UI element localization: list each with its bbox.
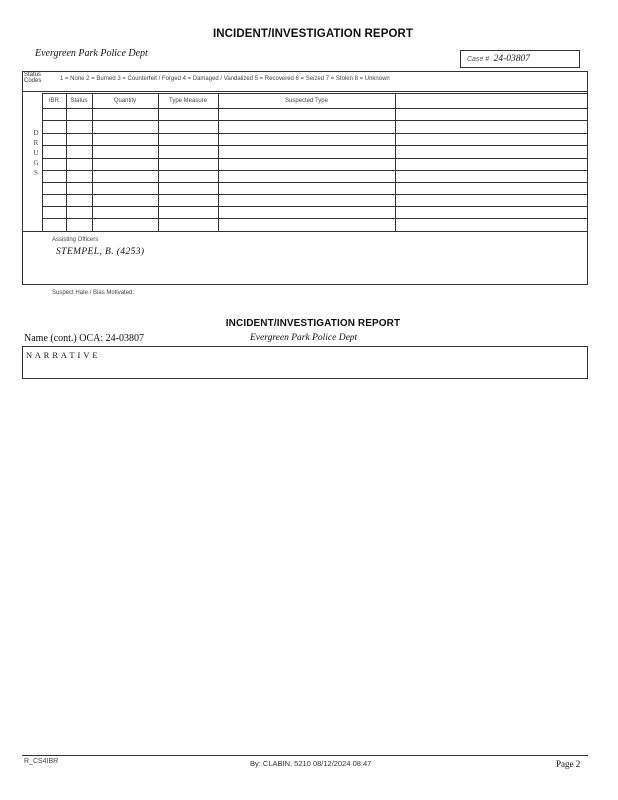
assisting-officer-name: STEMPEL, B. (4253) <box>56 247 145 257</box>
table-column-header: Status <box>70 98 88 104</box>
status-codes-label: Status Codes <box>24 72 42 84</box>
drugs-letter: S <box>34 169 38 177</box>
table-row-line <box>22 231 588 232</box>
footer-page-number: Page 2 <box>556 759 581 769</box>
table-row-line <box>42 93 588 94</box>
table-column-line <box>66 93 67 231</box>
case-label: Case # <box>467 56 490 63</box>
agency-name-2: Evergreen Park Police Dept <box>250 333 358 343</box>
footer-form-code: R_CS4IBR <box>24 758 59 765</box>
case-number: 24-03807 <box>493 54 530 64</box>
table-row-line <box>42 133 588 134</box>
drugs-letter: G <box>33 159 39 167</box>
footer-printed-by: By: CLABIN, 5210 08/12/2024 08:47 <box>250 759 372 768</box>
table-column-line <box>158 93 159 231</box>
suspect-hate-bias-label: Suspect Hate / Bias Motivated: <box>52 290 135 296</box>
status-codes-legend: 1 = None 2 = Burned 3 = Counterfeit / Forged 4 = Damaged / Vandalized 5 = Recovered 6 = Seized 7 = Stolen 8 = Unknown <box>60 76 390 82</box>
table-column-header: IBR <box>48 98 59 104</box>
table-column-line <box>395 93 396 231</box>
name-oca-line: Name (cont.) OCA: 24-03807 <box>24 333 144 344</box>
agency-name: Evergreen Park Police Dept <box>35 48 148 59</box>
table-column-header: Type Measure <box>168 98 208 104</box>
narrative-label: N A R R A T I V E <box>26 350 99 360</box>
table-row-line <box>42 145 588 146</box>
table-row-line <box>42 206 588 207</box>
table-row-line <box>42 108 588 109</box>
report-title-2: INCIDENT/INVESTIGATION REPORT <box>225 318 401 329</box>
codes-divider <box>22 91 588 92</box>
report-title: INCIDENT/INVESTIGATION REPORT <box>212 28 414 40</box>
table-column-line <box>218 93 219 231</box>
case-number-box <box>460 50 580 68</box>
table-column-line <box>42 93 43 231</box>
table-column-header: Quantity <box>113 98 137 104</box>
table-row-line <box>42 158 588 159</box>
table-row-line <box>42 182 588 183</box>
assisting-officers-label: Assisting Officers <box>52 237 99 243</box>
drugs-letter: U <box>33 149 39 157</box>
narrative-box <box>22 346 588 379</box>
table-row-line <box>42 194 588 195</box>
drugs-letter: D <box>33 129 39 137</box>
table-row-line <box>42 120 588 121</box>
table-row-line <box>42 170 588 171</box>
drugs-letter: R <box>33 139 39 147</box>
drugs-side-label <box>31 128 41 178</box>
table-column-line <box>92 93 93 231</box>
table-column-header: Suspected Type <box>285 98 328 104</box>
footer-divider <box>22 755 588 756</box>
table-row-line <box>42 218 588 219</box>
